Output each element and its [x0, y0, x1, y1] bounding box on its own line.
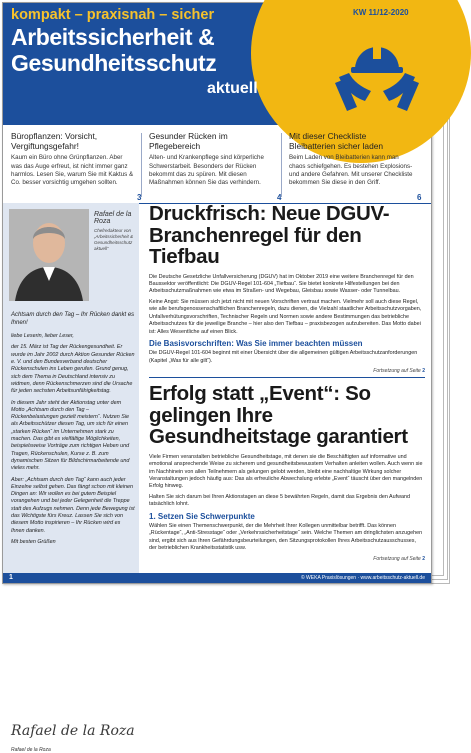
article-headline[interactable]: Erfolg statt „Event“: So gelingen Ihre Gesundheitstage garantiert: [149, 382, 408, 449]
signature-name: Rafael de la Roza: [11, 747, 51, 753]
masthead: [3, 3, 431, 125]
hands-hard-hat-icon: [333, 25, 421, 113]
editorial-lead: Achtsam durch den Tag – Ihr Rücken dankt es Ihnen!: [11, 312, 135, 327]
teaser-text: Kaum ein Büro ohne Grünpflanzen. Aber was das Auge erfreut, ist nicht immer ganz harmlos. Lesen Sie, warum Sie mit Kaktus & Co. besser vorsichtig umgehen sollten.: [11, 154, 134, 187]
article-paragraph: Die DGUV-Regel 101-604 beginnt mit einer Übersicht über die allgemeinen gültigen Arbeitsschutzanforderungen (Kapitel „Was für alle gilt“).: [149, 350, 418, 364]
author-signature: Rafael de la Roza: [11, 723, 135, 739]
masthead-title-line2: Gesundheitsschutz: [11, 50, 217, 76]
editorial-paragraph: In diesem Jahr steht der Aktionstag unter dem Motto „Achtsam durch den Tag – Rückenbelastungen gezielt meistern“. Nutzen Sie als Arbeitsschützer diesen Tag, um sich für einen „starken Rücken“ im Unternehmen stark zu machen. Das gibt es vielfältige Möglichkeiten, beispielsweise Vorträge zum richtigen Heben und Tragen, Rückenschulen, Kurse z. B. zum dynamischen Sitzen für Bildschirmarbeitende und vieles mehr.: [11, 399, 130, 472]
author-role: Chefredakteur von „Arbeitssicherheit & Gesundheitsschutz aktuell“: [94, 228, 134, 251]
continued-page: 2: [422, 555, 425, 562]
article-paragraph: Viele Firmen veranstalten betriebliche Gesundheitstage, mit denen sie die Beschäftigten auf informative und emotional ansprechende Weise zu sicherem und gesundheitsbewusstem Verhalten anleiten wollen. Auch wenn sie im Nachhinein von allen Teilnehmern als gelungen gelobt werden, bleibt eine nachhaltige Wirkung solcher Veranstaltungen jedoch häufig aus: Das als erfreuliche Abwechslung erlebte „Event“ täuscht über den mangelnden Erfolg hinweg.: [149, 453, 423, 490]
teaser-divider: [281, 133, 282, 197]
article-subheading: Die Basisvorschriften: Was Sie immer beachten müssen: [149, 339, 363, 349]
teaser-item[interactable]: [11, 131, 142, 202]
continued-link[interactable]: [149, 556, 425, 562]
footer-copyright: © WEKA Praxislösungen · www.arbeitsschutz-aktuell.de: [300, 575, 425, 581]
article-paragraph: Keine Angst: Sie müssen sich jetzt nicht mit neuen Vorschriften vertraut machen. Vielmehr soll auch diese Regel, wie alle berufsgenossenschaftlichen Branchenregeln, dazu dienen, die Vielzahl staatlicher Arbeitsschutzvorgaben, Unfallverhütungsvorschriften, Technischer Regeln und Normen sowie andere Bestimmungen das betriebliche Arbeitsschutzes für die jeweilige Branche – hier also den Tiefbau – praxisbezogen aufzubereiten. Das Motto dabei ist: Alles Wesentliche auf einen Blick.: [149, 298, 422, 335]
teaser-page-number: 6: [417, 193, 422, 202]
continued-label: Fortsetzung auf Seite: [373, 368, 421, 375]
teaser-divider: [141, 133, 142, 197]
article-paragraph: Die Deutsche Gesetzliche Unfallversicherung (DGUV) hat im Oktober 2019 eine weitere Branchenregel für den Baussektor veröffentlicht: Die DGUV-Regel 101-604 „Tiefbau“. Sie bietet konkrete Hilfestellungen bei den Arbeitsschutzmaßnahmen wie etwa im Straßen- und Wegebau, Gleisbau sowie Wasser- oder Tunnelbau.: [149, 273, 414, 295]
main-articles: [149, 203, 425, 565]
author-name: Rafael de la Roza: [94, 211, 132, 225]
masthead-subtitle: aktuell: [207, 80, 258, 97]
article-subheading: 1. Setzen Sie Schwerpunkte: [149, 511, 255, 521]
teaser-bar: [3, 125, 431, 204]
editorial-column: [3, 203, 139, 753]
masthead-tagline: kompakt – praxisnah – sicher: [11, 7, 215, 23]
teaser-title: Mit dieser Checkliste Bleibatterien sicher laden: [289, 131, 384, 152]
page-footer: [3, 573, 431, 583]
article-paragraph: Wählen Sie einen Themenschwerpunkt, der die Mehrheit Ihrer Kollegen unmittelbar betrifft. Das können „Rückentage“, „Anti-Stresstage“ oder „Verkehrssicherheitstage“ sein. Welche Themen am dringlichsten anzugehen sind, ergibt sich aus Ihren Gefährdungsbeurteilungen, den Sitzungsprotokollen Ihres Arbeitsschutzausschusses, der betrieblichen Krankheitsstatistik usw.: [149, 522, 423, 552]
editorial-paragraph: liebe Leserin, lieber Leser,: [11, 333, 74, 340]
article-headline[interactable]: Druckfrisch: Neue DGUV-Branchenregel für den Tiefbau: [149, 202, 390, 269]
teaser-title: Büropflanzen: Vorsicht, Vergiftungsgefahr!: [11, 131, 98, 152]
editorial-paragraph: Aber: „Achtsam durch den Tag“ kann auch jeder Einzelne selbst gehen. Das fängt schon mit kleinen Dingen an: Wir wollen es bei gutem Beispiel vorangehen und bei jeder Gelegenheit die Treppe statt des Aufzugs nehmen. Denn jede Bewegung ist das Wichtigste fürs Kreuz. Lassen Sie sich von diesem Motto inspirieren – Ihr Rücken wird es Ihnen danken.: [11, 476, 135, 534]
newsletter-front-page: [2, 2, 432, 753]
masthead-title-line1: Arbeitssicherheit &: [11, 24, 215, 50]
editorial-text: [11, 311, 135, 550]
teaser-text: Alten- und Krankenpflege sind körperliche Schwerstarbeit. Besonders der Rücken bekommt das zu spüren. Mit diesen Maßnahmen können Sie das verhindern.: [149, 154, 264, 187]
continued-label: Fortsetzung auf Seite: [373, 555, 421, 562]
editorial-paragraph: Mit besten Grüßen: [11, 538, 56, 545]
editorial-paragraph: der 15. März ist Tag der Rückengesundheit. Er wurde im Jahr 2002 durch Aktion Gesunder Rücken e. V. und den Bundesverband deutscher Rückenschulen ins Leben gerufen. Grund genug, sich dem Thema in Deutschland intensiv zu widmen, denn Rückenschmerzen sind die Ursache für jeden sechsten Arbeitsunfähigkeitstag.: [11, 344, 135, 395]
teaser-text: Beim Laden von Bleibatterien kann man chaos schiefgehen. Es bestehen Explosions- und andere Gefahren. Mit unserer Checkliste bekommen Sie diese in den Griff.: [289, 154, 413, 187]
author-portrait-image: [9, 209, 89, 301]
teaser-title: Gesunder Rücken im Pflegebereich: [149, 131, 228, 152]
article-paragraph: Halten Sie sich darum bei Ihren Aktionstagen an diese 5 bewährten Regeln, damit das Ergebnis den Aufwand tatsächlich lohnt.: [149, 493, 411, 508]
teaser-item[interactable]: [149, 131, 282, 202]
teaser-item[interactable]: [289, 131, 422, 202]
article-divider: [149, 377, 425, 378]
continued-page: 2: [422, 368, 425, 375]
issue-number: KW 11/12-2020: [353, 8, 409, 17]
author-photo: [9, 209, 89, 301]
page-number: 1: [9, 574, 13, 581]
teaser-page-number: 4: [277, 193, 282, 202]
author-byline: [94, 211, 138, 251]
continued-link[interactable]: [149, 368, 425, 374]
teaser-page-number: 3: [137, 193, 142, 202]
